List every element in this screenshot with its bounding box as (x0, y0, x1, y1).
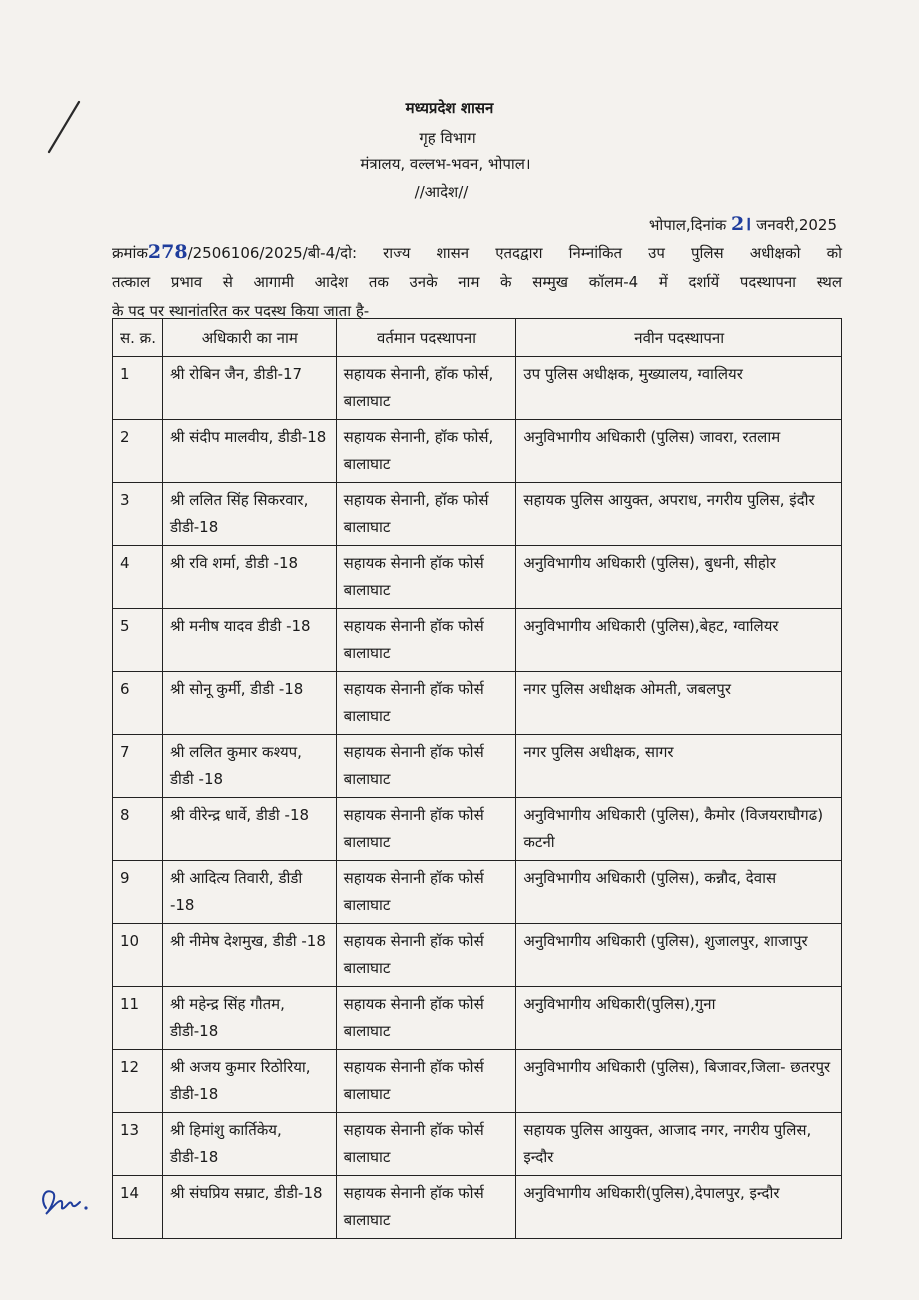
cell-current-posting: सहायक सेनानी, हॉक फोर्स, बालाघाट (336, 357, 516, 420)
table-row (113, 609, 842, 672)
table-row (113, 1176, 842, 1239)
table-row (113, 1050, 842, 1113)
table-row (113, 546, 842, 609)
cell-current-posting: सहायक सेनानी हॉक फोर्स बालाघाट (336, 609, 516, 672)
cell-current-posting: सहायक सेनानी हॉक फोर्स बालाघाट (336, 798, 516, 861)
department-name: गृह विभाग (419, 129, 476, 147)
cell-sno: 7 (113, 735, 163, 798)
order-paragraph (112, 238, 842, 326)
cell-new-posting: अनुविभागीय अधिकारी (पुलिस),बेहट, ग्वालियर (516, 609, 842, 672)
cell-officer-name: श्री नीमेष देशमुख, डीडी -18 (162, 924, 336, 987)
table-row (113, 483, 842, 546)
reference-prefix: क्रमांक (112, 244, 148, 262)
cell-sno: 1 (113, 357, 163, 420)
cell-new-posting: सहायक पुलिस आयुक्त, अपराध, नगरीय पुलिस, इंदौर (516, 483, 842, 546)
paragraph-line-3: के पद पर स्थानांतरित कर पदस्थ किया जाता है- (112, 302, 370, 320)
order-heading: //आदेश// (414, 183, 469, 201)
cell-current-posting: सहायक सेनानी हॉक फोर्स बालाघाट (336, 546, 516, 609)
cell-current-posting: सहायक सेनानी हॉक फोर्स बालाघाट (336, 1113, 516, 1176)
date-line (649, 210, 837, 236)
header-name: अधिकारी का नाम (162, 319, 336, 357)
date-day-handwritten: 2। (731, 213, 752, 235)
cell-new-posting: अनुविभागीय अधिकारी (पुलिस), शुजालपुर, शाजापुर (516, 924, 842, 987)
cell-new-posting: सहायक पुलिस आयुक्त, आजाद नगर, नगरीय पुलिस, इन्दौर (516, 1113, 842, 1176)
cell-sno: 10 (113, 924, 163, 987)
table-row (113, 861, 842, 924)
cell-officer-name: श्री अजय कुमार रिठोरिया, डीडी-18 (162, 1050, 336, 1113)
cell-officer-name: श्री सोनू कुर्मी, डीडी -18 (162, 672, 336, 735)
initials-signature-icon (36, 1180, 96, 1222)
paragraph-line-2: तत्काल प्रभाव से आगामी आदेश तक उनके नाम के सम्मुख कॉलम-4 में दर्शायें पदस्थापना स्थल (112, 273, 842, 291)
cell-new-posting: नगर पुलिस अधीक्षक ओमती, जबलपुर (516, 672, 842, 735)
cell-sno: 13 (113, 1113, 163, 1176)
cell-officer-name: श्री वीरेन्द्र धार्वे, डीडी -18 (162, 798, 336, 861)
paragraph-line-1 (112, 238, 842, 268)
header-current-posting: वर्तमान पदस्थापना (336, 319, 516, 357)
cell-sno: 3 (113, 483, 163, 546)
cell-sno: 6 (113, 672, 163, 735)
header-sno: स. क्र. (113, 319, 163, 357)
cell-current-posting: सहायक सेनानी, हॉक फोर्स बालाघाट (336, 483, 516, 546)
cell-new-posting: नगर पुलिस अधीक्षक, सागर (516, 735, 842, 798)
table-row (113, 987, 842, 1050)
cell-new-posting: अनुविभागीय अधिकारी(पुलिस),देपालपुर, इन्दौर (516, 1176, 842, 1239)
cell-officer-name: श्री संदीप मालवीय, डीडी-18 (162, 420, 336, 483)
office-address: मंत्रालय, वल्लभ-भवन, भोपाल। (360, 155, 531, 173)
cell-current-posting: सहायक सेनानी हॉक फोर्स बालाघाट (336, 861, 516, 924)
cell-new-posting: अनुविभागीय अधिकारी (पुलिस), कैमोर (विजयराघौगढ) कटनी (516, 798, 842, 861)
cell-current-posting: सहायक सेनानी हॉक फोर्स बालाघाट (336, 1176, 516, 1239)
reference-number-handwritten: 278 (147, 241, 188, 263)
cell-new-posting: अनुविभागीय अधिकारी (पुलिस) जावरा, रतलाम (516, 420, 842, 483)
cell-sno: 12 (113, 1050, 163, 1113)
cell-officer-name: श्री संघप्रिय सम्राट, डीडी-18 (162, 1176, 336, 1239)
table-row (113, 924, 842, 987)
cell-sno: 2 (113, 420, 163, 483)
cell-sno: 9 (113, 861, 163, 924)
transfer-table (112, 318, 842, 1239)
cell-officer-name: श्री रवि शर्मा, डीडी -18 (162, 546, 336, 609)
cell-officer-name: श्री रोबिन जैन, डीडी-17 (162, 357, 336, 420)
cell-officer-name: श्री महेन्द्र सिंह गौतम, डीडी-18 (162, 987, 336, 1050)
cell-sno: 11 (113, 987, 163, 1050)
date-prefix: भोपाल,दिनांक (648, 216, 727, 234)
document-title: मध्यप्रदेश शासन (405, 99, 494, 117)
cell-sno: 8 (113, 798, 163, 861)
cell-officer-name: श्री हिमांशु कार्तिकेय, डीडी-18 (162, 1113, 336, 1176)
table-row (113, 735, 842, 798)
table-row (113, 672, 842, 735)
cell-new-posting: अनुविभागीय अधिकारी (पुलिस), कन्नौद, देवास (516, 861, 842, 924)
cell-current-posting: सहायक सेनानी हॉक फोर्स बालाघाट (336, 1050, 516, 1113)
cell-current-posting: सहायक सेनानी हॉक फोर्स बालाघाट (336, 987, 516, 1050)
cell-new-posting: उप पुलिस अधीक्षक, मुख्यालय, ग्वालियर (516, 357, 842, 420)
date-suffix: जनवरी,2025 (756, 216, 837, 234)
table-row (113, 420, 842, 483)
table-row (113, 357, 842, 420)
cell-new-posting: अनुविभागीय अधिकारी(पुलिस),गुना (516, 987, 842, 1050)
cell-officer-name: श्री ललित सिंह सिकरवार, डीडी-18 (162, 483, 336, 546)
reference-text: /2506106/2025/बी-4/दो: राज्य शासन एतदद्वारा निम्नांकित उप पुलिस अधीक्षको को (187, 244, 842, 262)
cell-new-posting: अनुविभागीय अधिकारी (पुलिस), बिजावर,जिला- छतरपुर (516, 1050, 842, 1113)
cell-new-posting: अनुविभागीय अधिकारी (पुलिस), बुधनी, सीहोर (516, 546, 842, 609)
header-new-posting: नवीन पदस्थापना (516, 319, 842, 357)
table-row (113, 1113, 842, 1176)
cell-officer-name: श्री आदित्य तिवारी, डीडी -18 (162, 861, 336, 924)
cell-sno: 5 (113, 609, 163, 672)
cell-sno: 4 (113, 546, 163, 609)
cell-officer-name: श्री ललित कुमार कश्यप, डीडी -18 (162, 735, 336, 798)
cell-current-posting: सहायक सेनानी हॉक फोर्स बालाघाट (336, 735, 516, 798)
cell-current-posting: सहायक सेनानी, हॉक फोर्स, बालाघाट (336, 420, 516, 483)
table-header-row (113, 319, 842, 357)
cell-current-posting: सहायक सेनानी हॉक फोर्स बालाघाट (336, 924, 516, 987)
cell-current-posting: सहायक सेनानी हॉक फोर्स बालाघाट (336, 672, 516, 735)
table-row (113, 798, 842, 861)
cell-sno: 14 (113, 1176, 163, 1239)
cell-officer-name: श्री मनीष यादव डीडी -18 (162, 609, 336, 672)
